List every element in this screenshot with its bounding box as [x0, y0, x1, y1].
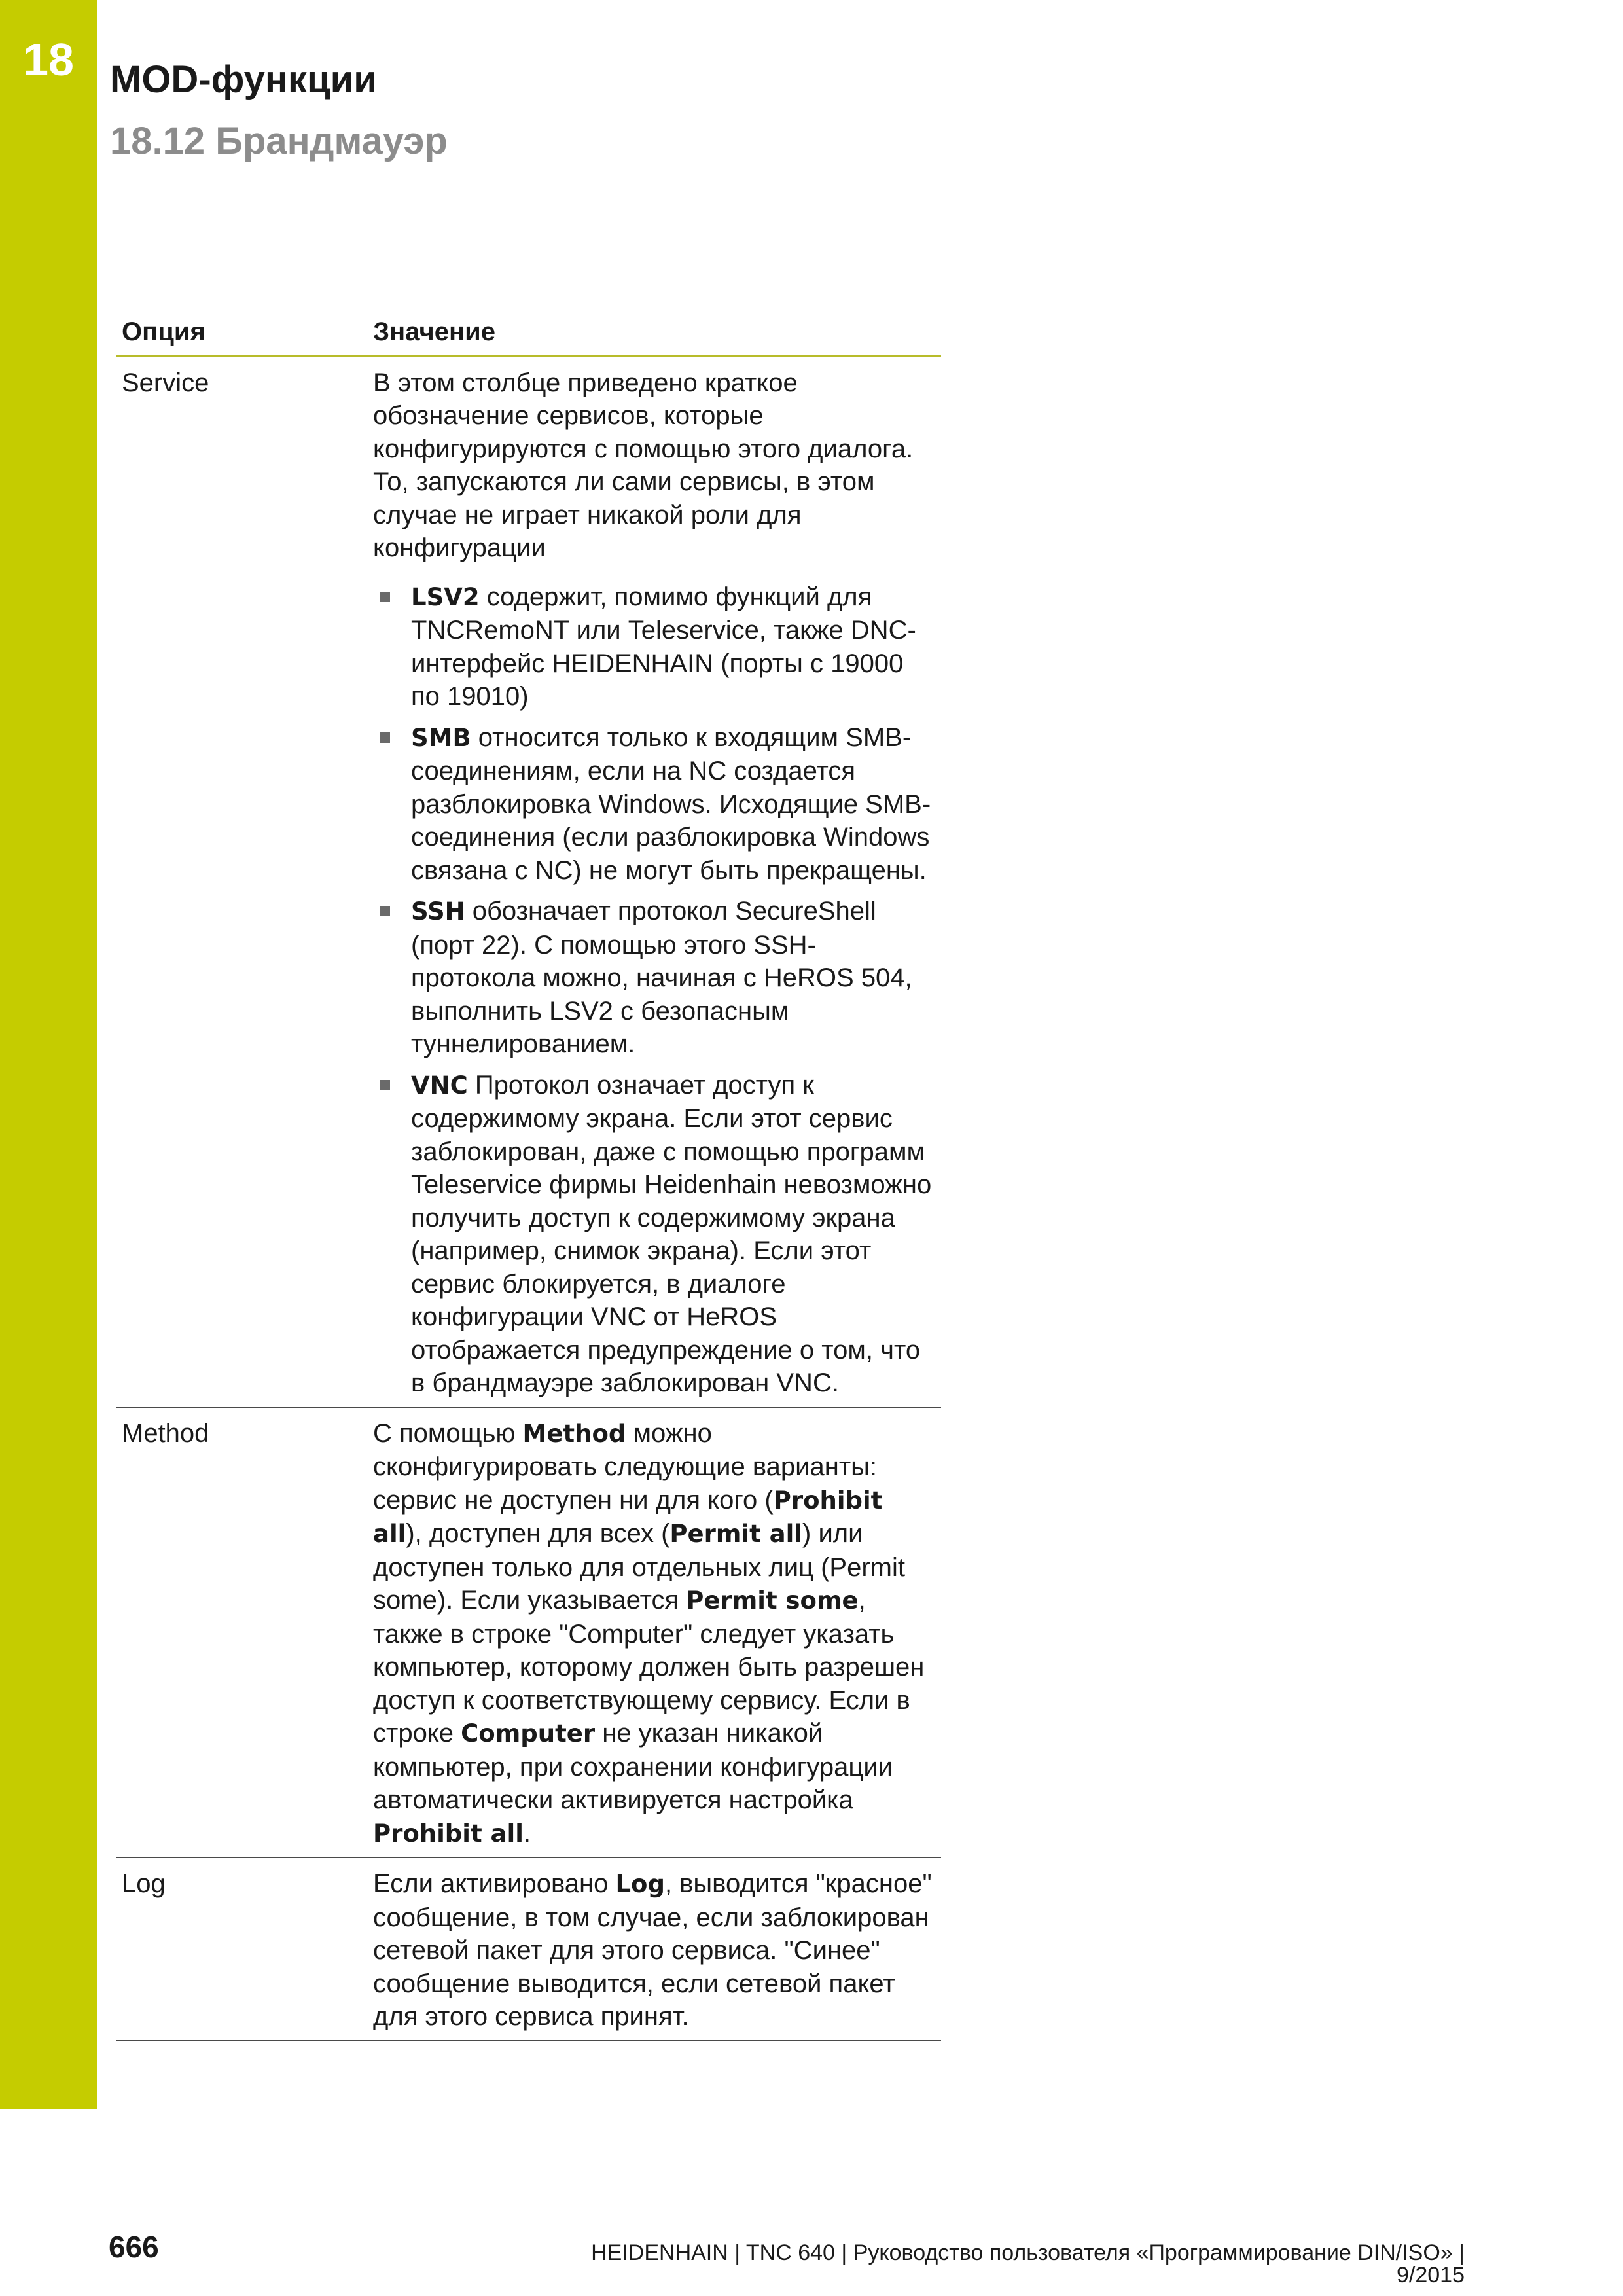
keyword: Computer — [461, 1719, 596, 1748]
list-item — [373, 581, 936, 713]
list-item-text: обозначает протокол SecureShell (порт 22). С помощью этого SSH-протокола можно, начиная с HeROS 504, выполнить LSV2 с безопасным туннелированием. — [411, 897, 912, 1058]
square-bullet-icon — [380, 732, 390, 743]
text-run: не указан никакой компьютер, при сохранении конфигурации автоматически активируется настройка — [373, 1719, 893, 1814]
list-item — [373, 721, 936, 888]
text-run: можно сконфигурировать следующие варианты: сервис не доступен ни для кого ( — [373, 1418, 878, 1515]
square-bullet-icon — [380, 592, 390, 602]
keyword: Prohibit all — [373, 1486, 883, 1548]
service-intro: В этом столбце приведено краткое обозначение сервисов, которые конфигурируются с помощью этого диалога. То, запускаются ли сами сервисы, в этом случае не играет никакой роли для конфигурации — [373, 368, 914, 562]
footer-text: HEIDENHAIN | TNC 640 | Руководство пользователя «Программирование DIN/ISO» | 9/2015 — [591, 2240, 1465, 2287]
list-item-text: Протокол означает доступ к содержимому экрана. Если этот сервис заблокирован, даже с помощью программ Teleservice фирмы Heidenhain невозможно получить доступ к содержимому экрана (например, снимок экрана). Если этот сервис блокируется, в диалоге конфигурации VNC от HeROS отображается предупреждение о том, что в брандмауэре заблокирован VNC. — [411, 1070, 932, 1397]
text-run: . — [523, 1818, 531, 1848]
option-name: Service — [116, 356, 368, 1407]
keyword: Permit some — [686, 1587, 859, 1615]
section-title: 18.12 Брандмауэр — [110, 120, 448, 162]
list-item — [373, 895, 936, 1061]
option-name: Log — [116, 1857, 368, 2041]
list-item — [373, 1069, 936, 1400]
option-description — [368, 356, 941, 1407]
column-header-value: Значение — [368, 308, 941, 356]
square-bullet-icon — [380, 1080, 390, 1090]
text-run: ) или доступен только для отдельных лиц (Permit some). Если указывается — [373, 1519, 905, 1615]
page-number: 666 — [109, 2230, 159, 2264]
keyword: LSV2 — [411, 583, 480, 611]
square-bullet-icon — [380, 906, 390, 916]
table-header-row — [116, 308, 941, 356]
chapter-title: MOD-функции — [110, 58, 377, 101]
keyword: Permit all — [669, 1520, 803, 1548]
text-run: , также в строке "Computer" следует указать компьютер, которому должен быть разрешен доступ к соответствующему сервису. Если в строке — [373, 1586, 925, 1748]
chapter-number: 18 — [23, 34, 74, 85]
text-run: ), доступен для всех ( — [406, 1519, 670, 1548]
keyword: SMB — [411, 723, 471, 752]
text-run: С помощью — [373, 1418, 523, 1448]
service-list — [373, 581, 936, 1400]
text-run: , выводится "красное" сообщение, в том случае, если заблокирован сетевой пакет для этого сервиса. "Синее" сообщение выводится, если сетевой пакет для этого сервиса принят. — [373, 1869, 932, 2031]
keyword: SSH — [411, 897, 465, 925]
option-description — [368, 1407, 941, 1858]
keyword: Method — [522, 1419, 626, 1448]
options-table — [116, 308, 941, 2041]
table-row-log — [116, 1857, 941, 2041]
table-row-method — [116, 1407, 941, 1858]
list-item-text: относится только к входящим SMB-соединениям, если на NC создается разблокировка Windows. Исходящие SMB-соединения (если разблокировка Windows связана с NC) не могут быть прекращены. — [411, 723, 931, 885]
keyword: Log — [615, 1870, 665, 1898]
option-name: Method — [116, 1407, 368, 1858]
table-row-service — [116, 356, 941, 1407]
keyword: VNC — [411, 1071, 468, 1100]
option-description — [368, 1857, 941, 2041]
keyword: Prohibit all — [373, 1819, 524, 1848]
chapter-sidebar — [0, 0, 97, 2109]
text-run: Если активировано — [373, 1869, 616, 1898]
column-header-option: Опция — [116, 308, 368, 356]
list-item-text: содержит, помимо функций для TNCRemoNT или Teleservice, также DNC-интерфейс HEIDENHAIN (порты с 19000 по 19010) — [411, 582, 916, 711]
